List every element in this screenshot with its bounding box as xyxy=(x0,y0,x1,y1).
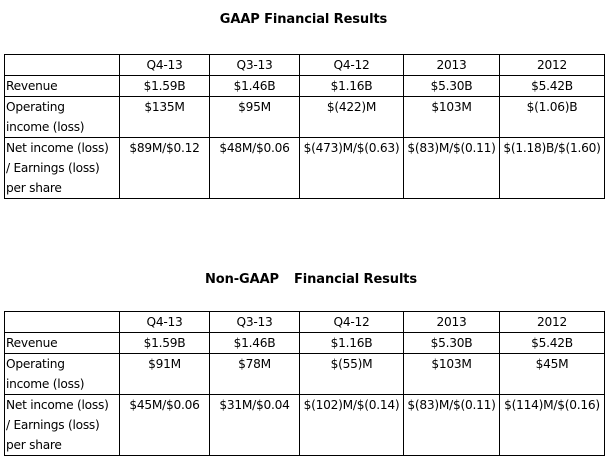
table-cell: $(1.18)B/$(1.60) xyxy=(500,138,605,199)
column-header: Q3-13 xyxy=(210,312,300,333)
gaap-financial-table xyxy=(4,54,605,199)
table-cell: $(102)M/$(0.14) xyxy=(300,395,404,456)
gaap-table-title: GAAP Financial Results xyxy=(219,12,388,27)
column-header: 2012 xyxy=(500,55,605,76)
row-label-line: / Earnings (loss) xyxy=(6,418,100,432)
nongaap-financial-table xyxy=(4,311,605,456)
table-row xyxy=(5,138,605,199)
table-cell: $95M xyxy=(210,97,300,138)
table-cell: $5.30B xyxy=(404,333,500,354)
table-cell: $1.59B xyxy=(120,76,210,97)
row-label xyxy=(5,97,120,138)
table-header-row xyxy=(5,312,605,333)
row-label-line: per share xyxy=(6,181,62,195)
row-label-line: per share xyxy=(6,438,62,452)
row-label xyxy=(5,333,120,354)
row-label xyxy=(5,138,120,199)
row-label-line: Operating xyxy=(6,357,65,371)
row-label xyxy=(5,395,120,456)
table-cell: $135M xyxy=(120,97,210,138)
row-label-line: income (loss) xyxy=(6,377,85,391)
table-cell: $1.59B xyxy=(120,333,210,354)
column-header: 2013 xyxy=(404,312,500,333)
table-cell: $48M/$0.06 xyxy=(210,138,300,199)
table-cell: $78M xyxy=(210,354,300,395)
row-label-line: Net income (loss) xyxy=(6,398,109,412)
table-cell: $1.46B xyxy=(210,333,300,354)
table-cell: $(1.06)B xyxy=(500,97,605,138)
table-row xyxy=(5,333,605,354)
table-cell: $5.30B xyxy=(404,76,500,97)
table-cell: $1.16B xyxy=(300,333,404,354)
header-corner-cell xyxy=(5,55,120,76)
table-cell: $1.46B xyxy=(210,76,300,97)
row-label-line: Revenue xyxy=(6,336,58,350)
row-label xyxy=(5,354,120,395)
column-header: 2012 xyxy=(500,312,605,333)
column-header: 2013 xyxy=(404,55,500,76)
table-cell: $91M xyxy=(120,354,210,395)
table-row xyxy=(5,76,605,97)
table-cell: $(473)M/$(0.63) xyxy=(300,138,404,199)
table-cell: $45M xyxy=(500,354,605,395)
table-cell: $45M/$0.06 xyxy=(120,395,210,456)
header-corner-cell xyxy=(5,312,120,333)
table-row xyxy=(5,354,605,395)
table-cell: $1.16B xyxy=(300,76,404,97)
nongaap-title-prefix: Non-GAAP xyxy=(205,272,279,287)
table-cell: $31M/$0.04 xyxy=(210,395,300,456)
column-header: Q4-13 xyxy=(120,55,210,76)
row-label xyxy=(5,76,120,97)
table-cell: $5.42B xyxy=(500,76,605,97)
table-row xyxy=(5,97,605,138)
row-label-line: Net income (loss) xyxy=(6,141,109,155)
table-cell: $(83)M/$(0.11) xyxy=(404,395,500,456)
row-label-line: Operating xyxy=(6,100,65,114)
table-cell: $5.42B xyxy=(500,333,605,354)
column-header: Q4-12 xyxy=(300,55,404,76)
column-header: Q4-13 xyxy=(120,312,210,333)
table-cell: $(55)M xyxy=(300,354,404,395)
row-label-line: Revenue xyxy=(6,79,58,93)
table-cell: $(114)M/$(0.16) xyxy=(500,395,605,456)
row-label-line: income (loss) xyxy=(6,120,85,134)
column-header: Q4-12 xyxy=(300,312,404,333)
nongaap-title-suffix: Financial Results xyxy=(294,272,418,287)
table-cell: $(422)M xyxy=(300,97,404,138)
table-cell: $89M/$0.12 xyxy=(120,138,210,199)
row-label-line: / Earnings (loss) xyxy=(6,161,100,175)
table-cell: $(83)M/$(0.11) xyxy=(404,138,500,199)
table-header-row xyxy=(5,55,605,76)
column-header: Q3-13 xyxy=(210,55,300,76)
table-row xyxy=(5,395,605,456)
table-cell: $103M xyxy=(404,97,500,138)
nongaap-table-title xyxy=(0,272,607,292)
table-cell: $103M xyxy=(404,354,500,395)
